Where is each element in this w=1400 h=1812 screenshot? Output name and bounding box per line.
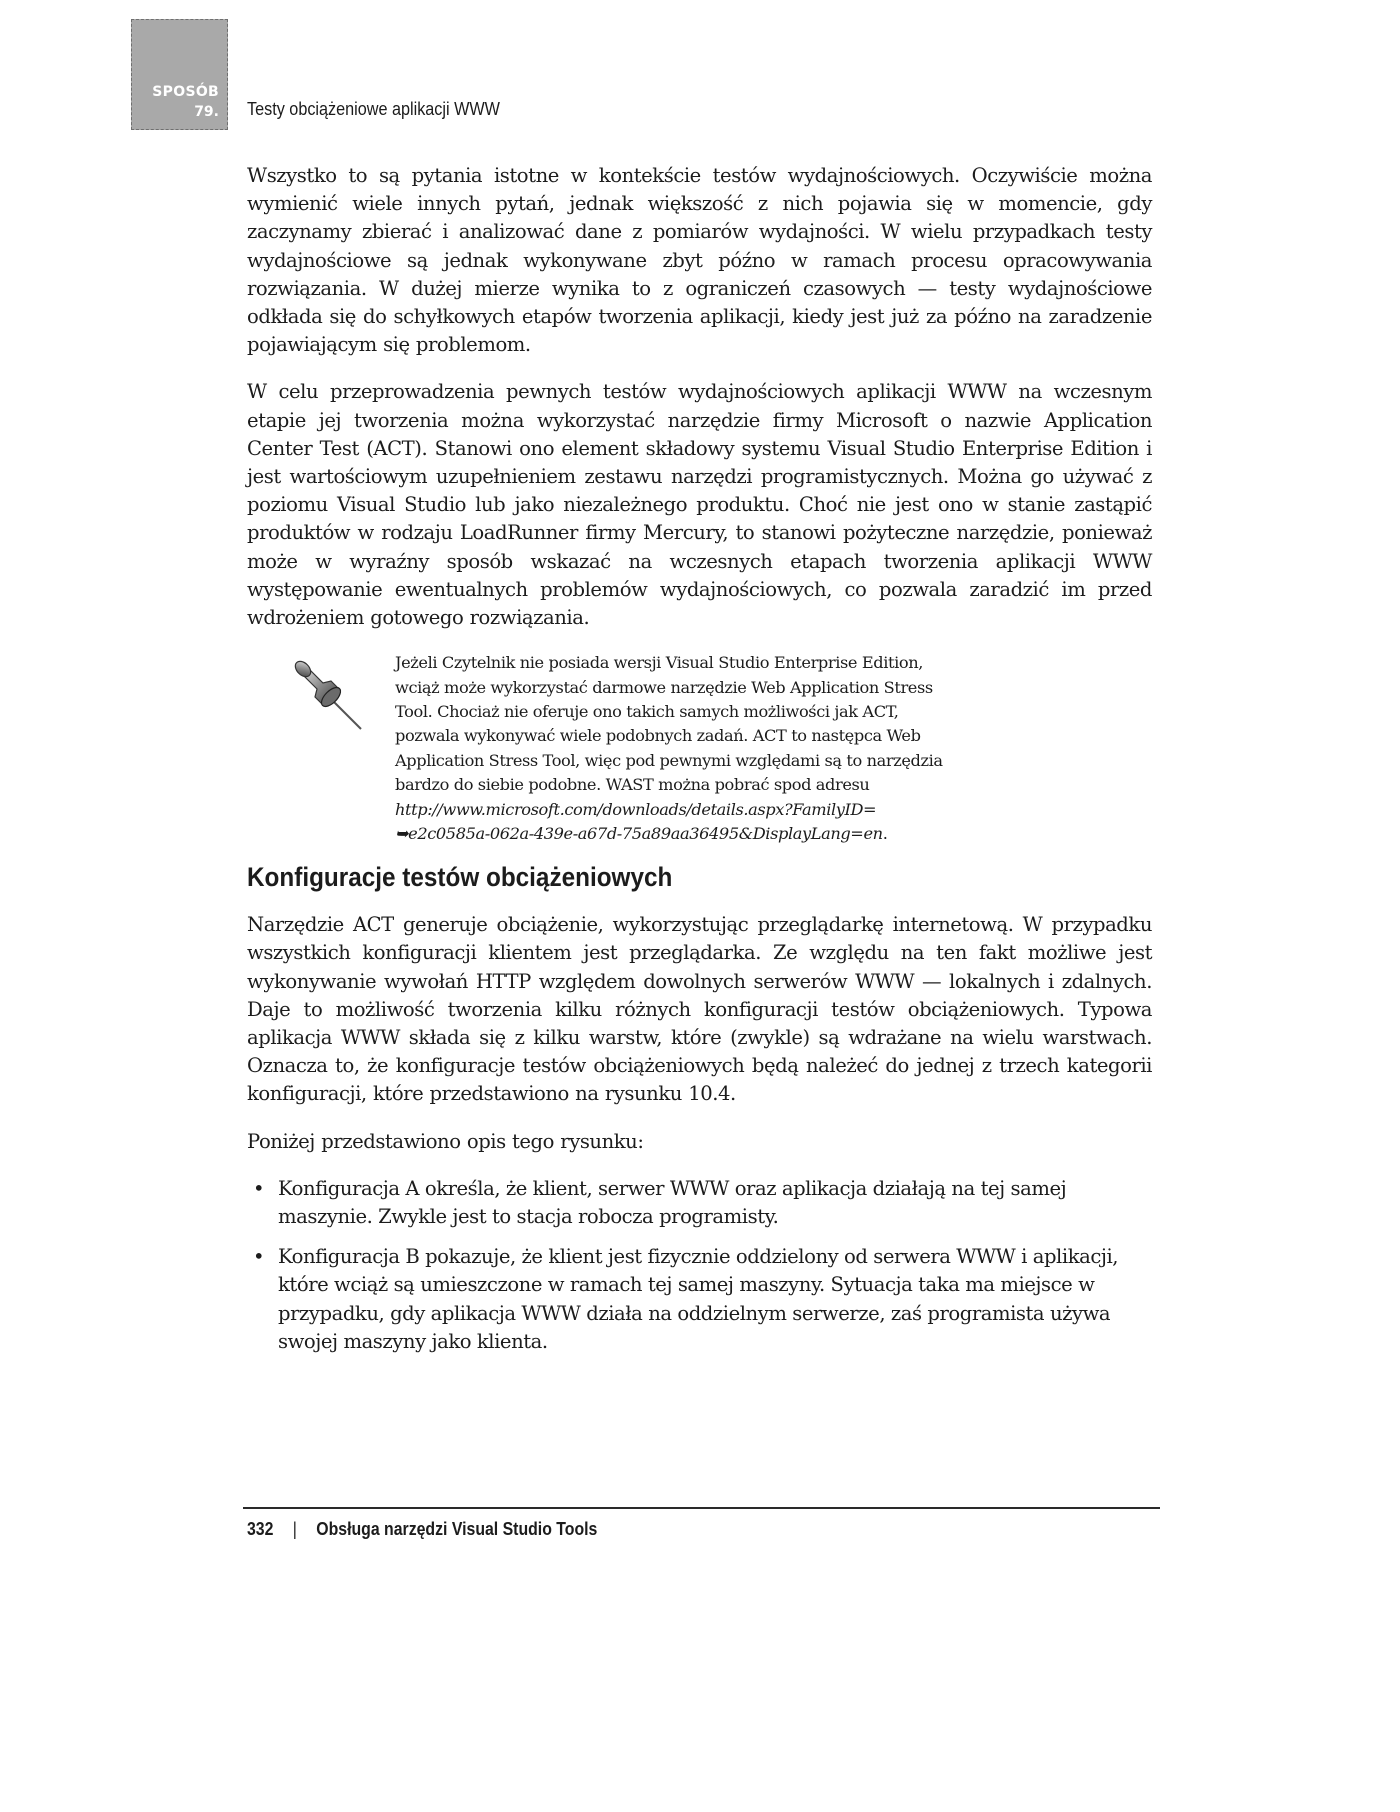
bullet-list bbox=[247, 1175, 1152, 1356]
list-item-text: Konfiguracja B pokazuje, że klient jest fizycznie oddzielony od serwera WWW i aplikacji, które wciąż są umieszczone w ramach tej samej maszyny. Sytuacja taka ma miejsce w przypadku, gdy aplikacja WWW działa na oddzielnym serwerze, zaś programista używa swojej maszyny jako klienta. bbox=[278, 1245, 1119, 1353]
note-url-part-2: ➥e2c0585a-062a-439e-a67d-75a89aa36495&DisplayLang=en bbox=[395, 824, 883, 844]
note-text bbox=[395, 651, 960, 846]
list-item-text: Konfiguracja A określa, że klient, serwer WWW oraz aplikacja działają na tej samej maszynie. Zwykle jest to stacja robocza programisty. bbox=[278, 1176, 1067, 1229]
page-content bbox=[247, 162, 1152, 1368]
hack-number-box bbox=[131, 19, 228, 130]
bullet-dot-icon: • bbox=[253, 1245, 265, 1269]
list-item bbox=[247, 1175, 1152, 1231]
footer-separator: | bbox=[292, 1519, 297, 1539]
bullet-dot-icon: • bbox=[253, 1176, 265, 1200]
note-url-part-1: http://www.microsoft.com/downloads/details.aspx?FamilyID= bbox=[395, 799, 877, 819]
paragraph-1: Wszystko to są pytania istotne w kontekście testów wydajnościowych. Oczywiście można wymienić wiele innych pytań, jednak większość z nich pojawia się w momencie, gdy zaczynamy zbierać i analizować dane z pomiarów wydajności. W wielu przypadkach testy wydajnościowe są jednak wykonywane zbyt późno w ramach procesu opracowywania rozwiązania. W dużej mierze wynika to z ograniczeń czasowych — testy wydajnościowe odkłada się do schyłkowych etapów tworzenia aplikacji, kiedy jest już za późno na zaradzenie pojawiającym się problemom. bbox=[247, 164, 1152, 357]
note-body: Jeżeli Czytelnik nie posiada wersji Visual Studio Enterprise Edition, wciąż może wykorzystać darmowe narzędzie Web Application Stress Tool. Chociaż nie oferuje ono takich samych możliwości jak ACT, pozwala wykonywać wiele podobnych zadań. ACT to następca Web Application Stress Tool, więc pod pewnymi względami są to narzędzia bardzo do siebie podobne. WAST można pobrać spod adresu bbox=[395, 653, 943, 795]
running-header-title: Testy obciążeniowe aplikacji WWW bbox=[247, 99, 500, 119]
pushpin-icon bbox=[287, 653, 367, 733]
footer-divider bbox=[243, 1507, 1160, 1509]
note-url-end: . bbox=[882, 824, 888, 844]
note-box bbox=[247, 651, 1152, 844]
list-item bbox=[247, 1243, 1152, 1356]
hack-label: SPOSÓB bbox=[152, 84, 219, 100]
section-paragraph-1: Narzędzie ACT generuje obciążenie, wykorzystując przeglądarkę internetową. W przypadku wszystkich konfiguracji klientem jest przeglądarka. Ze względu na ten fakt możliwe jest wykonywanie wywołań HTTP względem dowolnych serwerów WWW — lokalnych i zdalnych. Daje to możliwość tworzenia kilku różnych konfiguracji testów obciążeniowych. Typowa aplikacja WWW składa się z kilku warstw, które (zwykle) są wdrażane na wielu warstwach. Oznacza to, że konfiguracje testów obciążeniowych będą należeć do jednej z trzech kategorii konfiguracji, które przedstawiono na rysunku 10.4. bbox=[247, 913, 1152, 1106]
book-title: Obsługa narzędzi Visual Studio Tools bbox=[316, 1519, 598, 1539]
section-paragraph-2: Poniżej przedstawiono opis tego rysunku: bbox=[247, 1129, 644, 1153]
page-footer bbox=[247, 1519, 597, 1540]
section-heading: Konfiguracje testów obciążeniowych bbox=[247, 862, 673, 893]
paragraph-2: W celu przeprowadzenia pewnych testów wydajnościowych aplikacji WWW na wczesnym etapie jej tworzenia można wykorzystać narzędzie firmy Microsoft o nazwie Application Center Test (ACT). Stanowi ono element składowy systemu Visual Studio Enterprise Edition i jest wartościowym uzupełnieniem zestawu narzędzi programistycznych. Można go używać z poziomu Visual Studio lub jako niezależnego produktu. Choć nie jest ono w stanie zastąpić produktów w rodzaju LoadRunner firmy Mercury, to stanowi pożyteczne narzędzie, ponieważ może w wyraźny sposób wskazać na wczesnych etapach tworzenia aplikacji WWW występowanie ewentualnych problemów wydajnościowych, co pozwala zaradzić im przed wdrożeniem gotowego rozwiązania. bbox=[247, 380, 1152, 630]
hack-number: 79. bbox=[194, 104, 219, 120]
page-number: 332 bbox=[247, 1519, 274, 1539]
